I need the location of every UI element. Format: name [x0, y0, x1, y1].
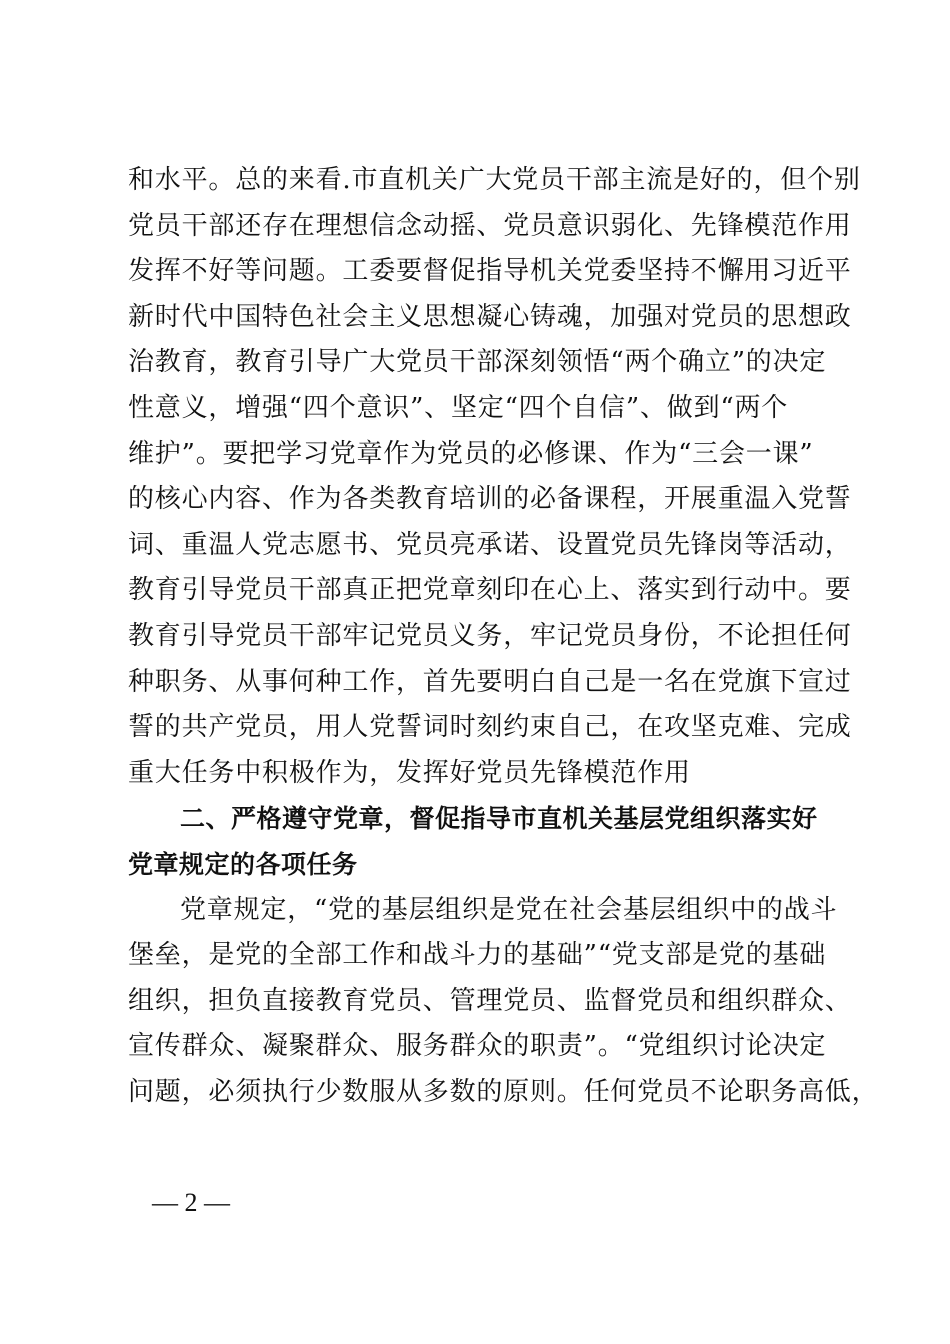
- text-line: 组织，担负直接教育党员、管理党员、监督党员和组织群众、: [128, 985, 852, 1016]
- text-line: 党章规定，“党的基层组织是党在社会基层组织中的战斗: [180, 894, 838, 925]
- text-line: 和水平。总的来看.市直机关广大党员干部主流是好的，但个别: [128, 165, 861, 195]
- text-line: 维护”。要把学习党章作为党员的必修课、作为“三会一课”: [128, 438, 814, 469]
- heading-line: 党章规定的各项任务: [128, 849, 358, 879]
- text-line: 新时代中国特色社会主义思想凝心铸魂，加强对党员的思想政: [128, 301, 852, 332]
- text-line: 词、重温人党志愿书、党员亮承诺、设置党员先锋岗等活动，: [128, 529, 852, 560]
- text-line: 性意义，增强“四个意识”、坚定“四个自信”、做到“两个: [128, 392, 789, 423]
- document-body: [128, 158, 879, 1115]
- text-line: 教育引导党员干部牢记党员义务，牢记党员身份，不论担任何: [128, 620, 852, 651]
- section-heading: [128, 796, 828, 887]
- text-line: 堡垒，是党的全部工作和战斗力的基础”“党支部是党的基础: [128, 940, 827, 971]
- text-line: 党员干部还存在理想信念动摇、党员意识弱化、先锋模范作用: [128, 210, 852, 241]
- text-line: 宣传群众、凝聚群众、服务群众的职责”。“党组织讨论决定: [128, 1031, 827, 1062]
- page-number: — 2 —: [152, 1188, 230, 1217]
- text-line: 的核心内容、作为各类教育培训的必备课程，开展重温入党誓: [128, 484, 852, 515]
- paragraph: [128, 888, 879, 1116]
- text-line: 发挥不好等问题。工委要督促指导机关党委坚持不懈用习近平: [128, 256, 852, 287]
- heading-line: 二、严格遵守党章，督促指导市直机关基层党组织落实好: [180, 804, 818, 834]
- paragraph-continuation: [128, 158, 861, 796]
- text-line: 问题，必须执行少数服从多数的原则。任何党员不论职务高低，: [128, 1076, 879, 1107]
- text-line: 重大任务中积极作为，发挥好党员先锋模范作用: [128, 757, 691, 788]
- text-line: 治教育，教育引导广大党员干部深刻领悟“两个确立”的决定: [128, 347, 827, 378]
- text-line: 教育引导党员干部真正把党章刻印在心上、落实到行动中。要: [128, 575, 852, 606]
- text-line: 种职务、从事何种工作，首先要明白自己是一名在党旗下宣过: [128, 666, 852, 697]
- text-line: 誓的共产党员，用人党誓词时刻约束自己，在攻坚克难、完成: [128, 712, 852, 743]
